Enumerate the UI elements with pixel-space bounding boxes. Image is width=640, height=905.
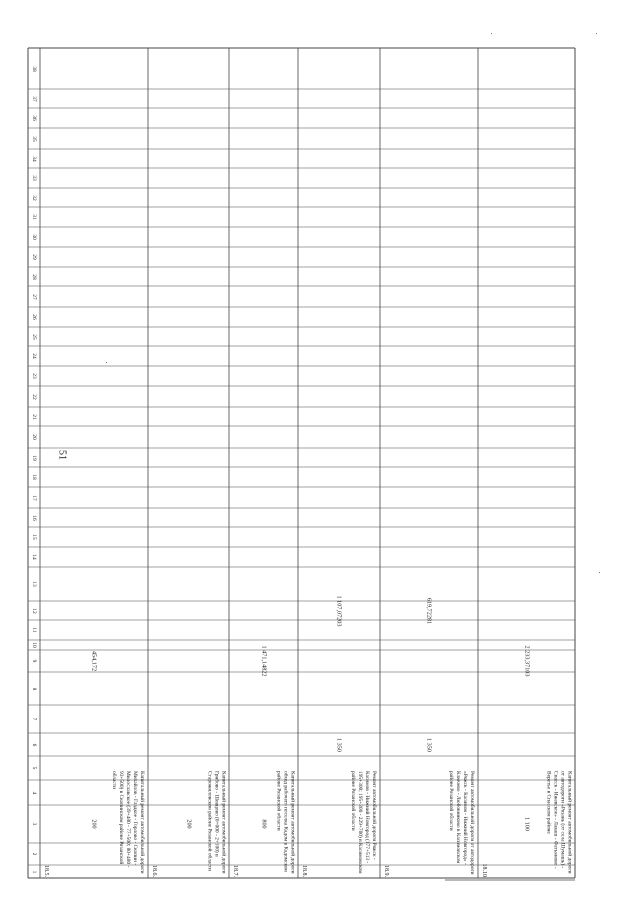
column-number: 10: [31, 642, 37, 648]
cell-value-col-9: 1 471,14822: [260, 645, 267, 677]
column-number: 26: [31, 314, 37, 320]
column-number: 12: [31, 607, 37, 614]
column-number: 25: [31, 333, 37, 340]
cell-value-col-12: 619,72281: [425, 597, 433, 624]
column-number: 13: [31, 581, 37, 587]
column-number: 19: [31, 454, 37, 461]
column-number: 4: [31, 791, 37, 794]
column-number: 27: [31, 293, 37, 300]
column-number: 2: [31, 852, 37, 856]
cell-value-col-3: 1 100: [523, 817, 530, 831]
row-code: 18.10.: [481, 863, 487, 879]
row-description: Капитальный ремонт автомобильной дороги обход рабочего поселка Кадом в Кадомском районе Рязанской области: [275, 771, 295, 874]
row-description: Ремонт автомобильной дороги от автодороги «Ряжск - Касимов - Нижний Новгород» - Ключево - Любовниково в Касимовском районе Рязанской области: [448, 771, 475, 875]
column-number: 38: [31, 65, 37, 72]
cell-value-col-6: 1 350: [425, 737, 433, 752]
row-code: 18.7.: [232, 865, 238, 877]
row-code: 18.5.: [43, 865, 49, 877]
column-number: 8: [31, 687, 37, 690]
scan-mark: [106, 362, 107, 363]
row-description: Капитальный ремонт автомобильной дороги Михайлов - Гладкое - Горлово - Скопин - Милославское (39+480 - 77+500; 80+480 - 93+500) в Скопинском районе Рязанской области: [111, 771, 145, 874]
column-number: 30: [31, 234, 37, 240]
row-code: 18.9.: [383, 865, 389, 877]
scan-mark: [596, 33, 597, 34]
row-code: 18.8.: [301, 865, 307, 877]
column-number: 22: [31, 393, 37, 400]
page-number: 51: [56, 450, 68, 460]
column-number: 34: [31, 155, 37, 162]
column-number: 37: [31, 95, 37, 102]
column-number: 14: [31, 554, 37, 560]
column-number: 18: [31, 474, 37, 480]
column-number: 9: [31, 659, 37, 663]
column-number: 17: [31, 494, 37, 501]
column-number: 11: [31, 627, 37, 633]
scan-mark: [599, 572, 600, 573]
row-code: 18.6.: [151, 865, 157, 877]
column-number: 5: [31, 766, 37, 770]
column-number: 36: [31, 115, 37, 121]
column-number: 3: [31, 822, 37, 826]
column-number: 31: [31, 214, 37, 220]
column-number: 1: [31, 870, 37, 873]
cell-value-col-12: 1 107,07203: [335, 595, 343, 626]
row-description: Капитальный ремонт автомобильной дороги Грибово - Шевцово (0+000 - 2+100) в Старожиловском районе Рязанской области: [206, 771, 226, 874]
column-number: 7: [31, 717, 37, 721]
column-number: 16: [31, 514, 37, 521]
row-description: Ремонт автомобильной дороги Ряжск - Касимов - Нижний Новгород (177+513 - 195+300; 195+300 - 229+700) в Касимовском районе Рязанской области: [350, 771, 377, 874]
column-number: 29: [31, 254, 37, 260]
cell-value-col-3: 200: [185, 819, 192, 829]
column-number: 24: [31, 353, 37, 359]
row-description: Капитальный ремонт автомобильной дороги от автодороги «Рязань (от села Шумашь) - Спасск - Ижевское» - Лакаш - Фатьяново - Веретье в Спасском районе: [545, 771, 572, 874]
column-number: 35: [31, 135, 37, 142]
scan-mark: [491, 33, 492, 34]
column-number: 33: [31, 175, 37, 181]
cell-value-col-9: 2 233,37103: [523, 645, 530, 677]
column-number: 28: [31, 273, 37, 280]
cell-value-col-9: 454,172: [90, 650, 98, 672]
column-number: 32: [31, 194, 37, 201]
cell-value-col-3: 200: [90, 819, 98, 829]
cell-value-col-3: 800: [260, 819, 267, 829]
cell-value-col-6: 1 350: [335, 737, 343, 752]
column-number: 21: [31, 413, 37, 420]
column-number: 23: [31, 373, 37, 379]
column-number: 6: [31, 743, 37, 746]
column-number: 20: [31, 434, 37, 440]
column-number: 15: [31, 534, 37, 540]
